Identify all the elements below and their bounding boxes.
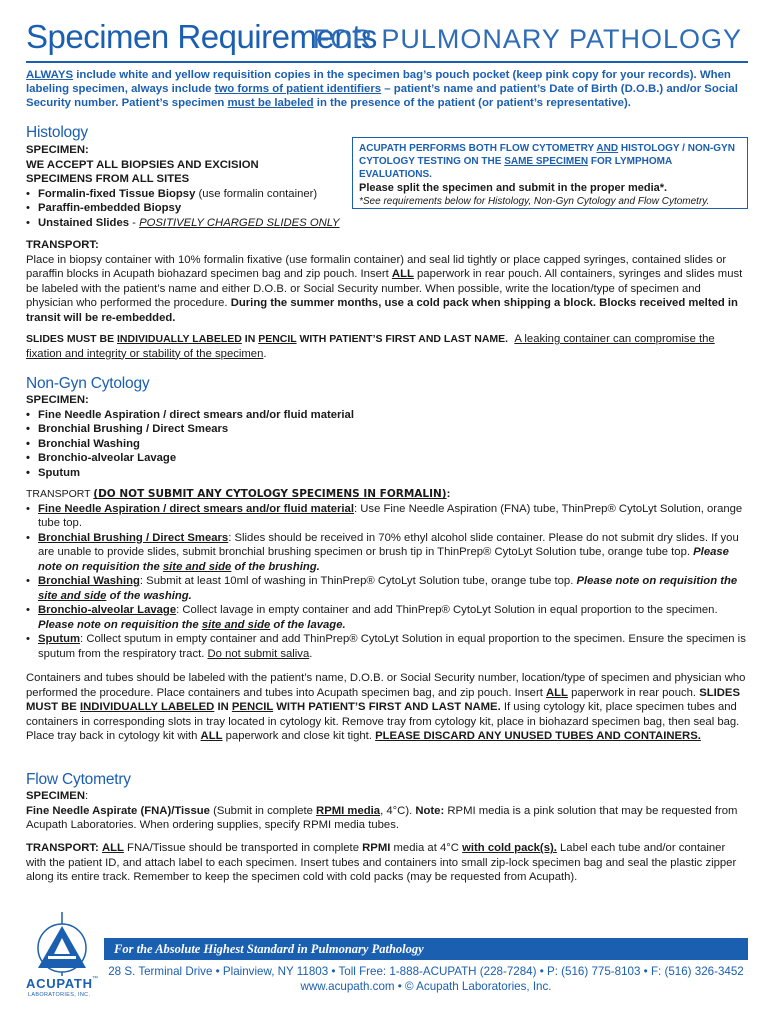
footer-contact [104, 965, 748, 994]
item-head: Bronchial Brushing / Direct Smears [38, 531, 229, 544]
text: paperwork and close kit tight. [222, 730, 376, 742]
list-item: • Bronchial Washing [26, 437, 748, 452]
logo-subtitle: LABORATORIES, INC. [28, 992, 90, 998]
list-item: • Bronchial Brushing / Direct Smears [26, 422, 748, 437]
item-body: : Collect lavage in empty container and add ThinPrep® CytoLyt Solution in equal proportion to the specimen. [176, 604, 718, 616]
item-rest: (use formalin container) [195, 187, 318, 200]
text: WITH PATIENT’S FIRST AND LAST NAME. [273, 701, 501, 713]
text: paperwork in rear pouch. All containers, syringes and slides must be labeled with the patient’s name and either D.O.B. or Social Security number. When possible, write the location/type of specimen and physician who performed the procedure. [26, 268, 743, 309]
text-all: ALL [545, 686, 568, 699]
text: WITH PATIENT’S FIRST AND LAST NAME. [296, 333, 509, 345]
flow-transport-label: TRANSPORT: [26, 842, 99, 854]
footer-tagline: For the Absolute Highest Standard in Pulmonary Pathology [114, 942, 424, 956]
text-individually: INDIVIDUALLY LABELED [117, 333, 242, 345]
footer-tagline-bar [104, 938, 748, 960]
footer-address: 28 S. Terminal Drive • Plainview, NY 11803 • Toll Free: 1-888-ACUPATH (228-7284) • P: (516) 775-8103 • F: (516) 326-3452 [108, 965, 744, 978]
item-bold: Unstained Slides [38, 216, 130, 229]
list-item [26, 574, 748, 603]
item-note: of the washing. [106, 589, 192, 602]
text-all: ALL [101, 842, 124, 854]
callout-text: ACUPATH PERFORMS BOTH FLOW CYTOMETRY [359, 143, 597, 154]
item-body: : Use Fine Needle Aspiration (FNA) tube, ThinPrep® CytoLyt Solution, orange tube top. [38, 502, 743, 529]
histology-accept-line-1: WE ACCEPT ALL BIOPSIES AND EXCISION [26, 158, 259, 171]
list-item: • Fine Needle Aspiration / direct smears and/or fluid material [26, 408, 748, 423]
callout-and: AND [596, 143, 619, 154]
item-head: Fine Needle Aspiration / direct smears and/or fluid material [38, 502, 354, 515]
acupath-logo-icon [26, 910, 98, 1000]
text: Place in biopsy container with 10% formalin fixative (use formalin container) and seal lid tightly or place capped syringes, contained slides or paraffin blocks in Acupath biohazard specimen bag and zip pouch. Insert [26, 253, 727, 280]
flow-heading: Flow Cytometry [26, 771, 131, 788]
text-all: ALL [200, 730, 223, 742]
histology-specimen-list [26, 187, 346, 231]
list-item [26, 201, 346, 216]
histology-specimen [26, 143, 346, 230]
item-note: Please note on requisition the [576, 575, 738, 587]
nongyn-specimen-list [26, 408, 748, 481]
must-labeled-text: must be labeled [227, 97, 314, 110]
nongyn-labeling-paragraph [26, 671, 748, 744]
acupath-logo [26, 910, 98, 1000]
item-dash: - [129, 216, 140, 229]
text: Label each tube and/or container with the patient ID, and attach label to each specimen. Insert tubes and containers into small zip-lock specimen bag and seal the plastic zipper along its entire track. Remember to keep the specimen cold with cold packs (may be requested from Acupath). [26, 842, 737, 883]
list-item [26, 603, 748, 632]
callout-text: FOR LYMPHOMA EVALUATIONS. [359, 156, 672, 181]
text: SPECIMEN [26, 790, 86, 802]
text: . [263, 347, 267, 360]
text-individually: INDIVIDUALLY LABELED [79, 701, 215, 713]
item-head: Sputum [38, 633, 81, 645]
item-bold: Formalin-fixed Tissue Biopsy [38, 187, 196, 200]
text: IN [214, 701, 232, 713]
discard-note: PLEASE DISCARD ANY UNUSED TUBES AND CONTAINERS. [375, 730, 701, 742]
callout-line-1 [359, 142, 741, 155]
flow-transport [26, 841, 748, 885]
callout-text: HISTOLOGY / NON-GYN [618, 143, 735, 154]
callout-line-4: *See requirements below for Histology, Non-Gyn Cytology and Flow Cytometry. [359, 195, 710, 207]
logo-wordmark: ACUPATH [26, 976, 92, 991]
callout-line-2 [359, 155, 741, 181]
text: TRANSPORT [26, 488, 94, 500]
histology-slides-note [26, 332, 748, 361]
callout-line-3: Please split the specimen and submit in the proper media*. [359, 181, 668, 194]
flow-specimen [26, 789, 748, 833]
page-subtitle: FOR PULMONARY PATHOLOGY [312, 24, 742, 54]
histology-accept-line-2: SPECIMENS FROM ALL SITES [26, 173, 190, 185]
saliva-warning: Do not submit saliva [207, 647, 310, 660]
item-note: Please note on requisition the [38, 618, 202, 631]
nongyn-transport [26, 487, 748, 661]
text: FNA/Tissue should be transported in complete [123, 842, 363, 854]
histology-heading: Histology [26, 124, 88, 141]
text: : [85, 790, 89, 802]
histology-specimen-label: SPECIMEN: [26, 144, 89, 156]
text: , 4°C). [380, 804, 416, 817]
item-head: Bronchial Washing [38, 575, 140, 587]
text-rpmi: RPMI [362, 842, 391, 854]
title-divider [26, 61, 748, 63]
list-item [26, 187, 346, 202]
callout-text: CYTOLOGY TESTING ON THE [359, 156, 505, 168]
nongyn-transport-label [26, 487, 748, 502]
item-body: : Submit at least 10ml of washing in ThinPrep® CytoLyt Solution tube, orange tube top. [139, 575, 577, 587]
text: SLIDES MUST BE [26, 686, 741, 713]
histology-transport-text [26, 253, 748, 326]
title-row [26, 18, 748, 62]
list-item [26, 216, 346, 231]
nongyn-heading: Non-Gyn Cytology [26, 375, 150, 392]
item-note-site: site and side [201, 618, 271, 631]
nongyn-transport-list [26, 502, 748, 662]
nongyn-specimen [26, 393, 748, 480]
text: Fine Needle Aspirate (FNA)/Tissue [26, 804, 210, 817]
item-note: of the lavage. [270, 618, 346, 631]
histology-transport-label: TRANSPORT: [26, 239, 99, 251]
text: : [446, 488, 451, 500]
page-title: Specimen Requirements [26, 18, 377, 55]
text: IN [241, 333, 259, 345]
item-note-site: site and side [38, 589, 107, 602]
text-all: ALL [391, 268, 414, 280]
item-head: Bronchio-alveolar Lavage [38, 604, 177, 616]
text-rpmi: RPMI media [316, 804, 381, 817]
list-item [26, 502, 748, 531]
text-pencil: PENCIL [231, 701, 274, 713]
text: RPMI media is a pink solution that may be requested from Acupath Laboratories. When ordering supplies, specify RPMI media tubes. [26, 804, 738, 831]
two-forms-text: two forms of patient identifiers [214, 83, 382, 96]
item-bold: Paraffin-embedded Biopsy [38, 202, 182, 214]
list-item: • Bronchio-alveolar Lavage [26, 451, 748, 466]
leak-warning: A leaking container can compromise the fixation and integrity or stability of the specimen [26, 333, 715, 360]
formalin-warning: (DO NOT SUBMIT ANY CYTOLOGY SPECIMENS IN FORMALIN) [93, 488, 447, 500]
text: . [309, 647, 313, 660]
list-item: • Sputum [26, 466, 748, 481]
item-rest: POSITIVELY CHARGED SLIDES ONLY [139, 216, 340, 229]
item-body: : Collect sputum in empty container and add ThinPrep® CytoLyt Solution in equal proportion to the specimen. Ensure the specimen is sputum from the respiratory tract. [38, 633, 746, 660]
text: If using cytology kit, place specimen tubes and containers in corresponding slots in tray located in cytology kit. Remove tray from cytology kit, place in biohazard specimen bag, then seal bag. Place tray back in cytology kit with [26, 701, 740, 742]
intro-text-2: – patient’s name and patient’s Date of Birth (D.O.B.) and/or Social Security number. Patient’s specimen [26, 83, 738, 110]
intro-text-3: in the presence of the patient (or patient’s representative). [313, 97, 631, 110]
summer-note: During the summer months, use a cold pack when shipping a block. Blocks received melted in transit will be re-embedded. [26, 297, 738, 324]
split-specimen-callout [352, 137, 748, 209]
text: media at 4°C [390, 842, 463, 854]
text-cold-pack: with cold pack(s). [462, 842, 557, 854]
intro-text-1: include white and yellow requisition copies in the specimen bag’s pouch pocket (keep pink copy for your records). When labeling specimen, always include [26, 69, 731, 96]
flow-specimen-text [26, 804, 748, 833]
text: SLIDES MUST BE [26, 333, 118, 345]
logo-trademark: ™ [92, 976, 98, 982]
always-text: ALWAYS [26, 69, 74, 81]
item-note-site: site and side [162, 560, 232, 573]
list-item [26, 632, 748, 661]
intro-paragraph [26, 68, 748, 111]
text-pencil: PENCIL [258, 333, 297, 345]
text: Containers and tubes should be labeled with the patient’s name, D.O.B. or Social Security number, location/type of specimen and physician who performed the procedure. Place containers and tubes into Acupath specimen bag, and zip pouch. Insert [26, 672, 746, 699]
text: paperwork in rear pouch. [567, 686, 700, 699]
histology-transport [26, 238, 748, 325]
text-note: Note: [415, 804, 445, 817]
nongyn-specimen-label: SPECIMEN: [26, 394, 89, 406]
text: (Submit in complete [209, 804, 317, 817]
item-note: Please note on requisition the [38, 546, 729, 573]
callout-same-specimen: SAME SPECIMEN [504, 156, 589, 168]
flow-specimen-label [26, 789, 748, 804]
footer-website-link[interactable]: www.acupath.com • © Acupath Laboratories, Inc. [300, 979, 552, 993]
list-item [26, 531, 748, 575]
item-body: : Slides should be received in 70% ethyl alcohol slide container. Please do not submit dry slides. If you are unable to provide slides, submit bronchial brushing specimen or brush tip in ThinPrep® CytoLyt Solution tube, orange tube top. [38, 531, 739, 558]
item-note: of the brushing. [231, 560, 320, 573]
